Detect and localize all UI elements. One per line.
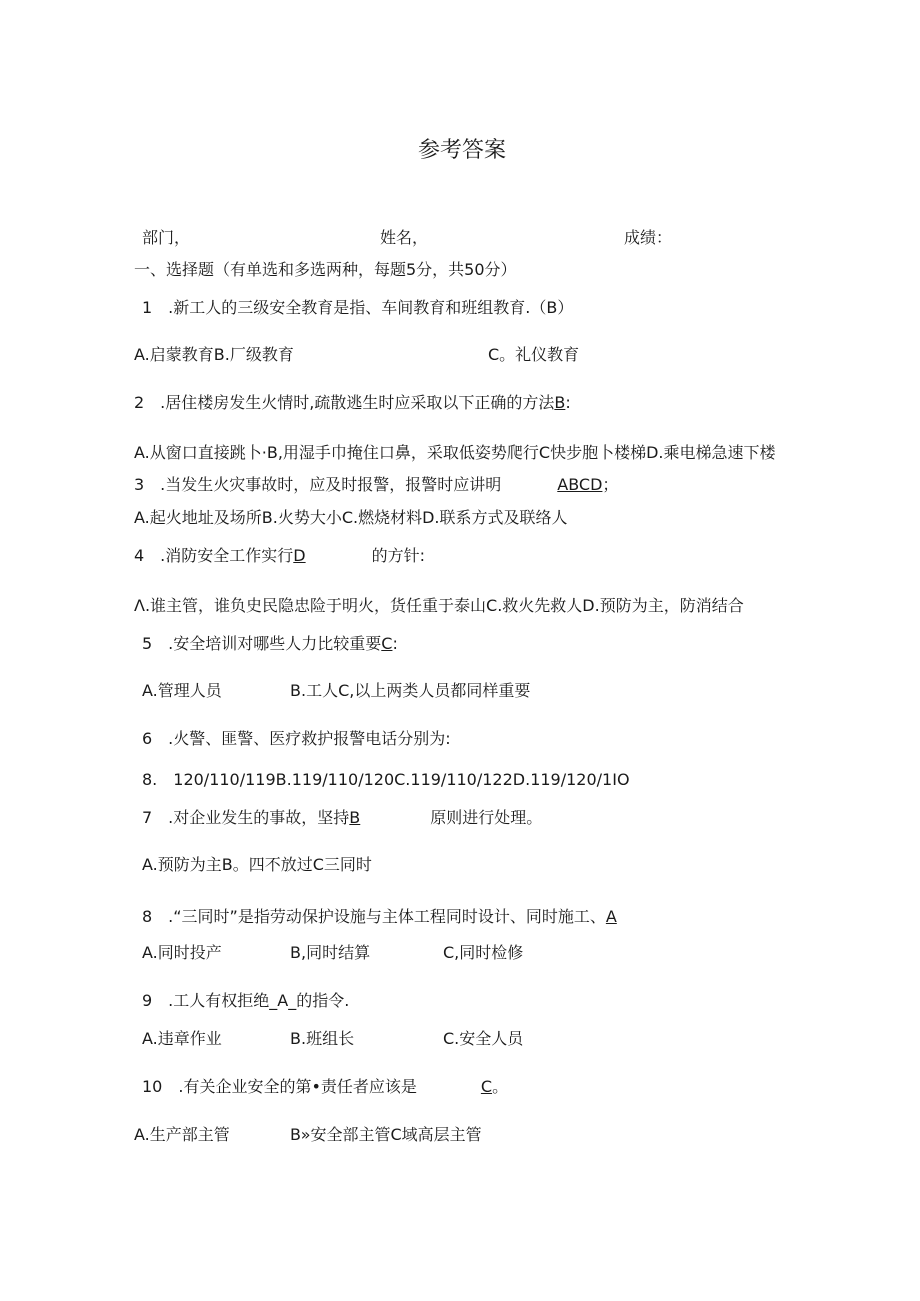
q10-options-bc: B»安全部主管C域高层主管 [290, 1125, 482, 1144]
question-8 [142, 907, 617, 927]
q9-option-c: C.安全人员 [443, 1029, 524, 1048]
question-3-suffix: ； [602, 475, 619, 494]
question-4-text: 4 .消防安全工作实行 [134, 546, 294, 565]
question-3 [134, 475, 618, 495]
question-9: 9 .工人有权拒绝_A_的指令. [142, 991, 350, 1010]
section-heading: 一、选择题（有单选和多选两种，每题5分，共50分） [134, 260, 517, 279]
q7-options: A.预防为主B。四不放过C三同时 [142, 855, 372, 874]
q4-options: Λ.谁主管，谁负史民隐忠险于明火，货任重于泰山C.救火先救人D.预防为主，防消结合 [134, 596, 744, 615]
question-5-suffix: : [392, 634, 398, 653]
question-4-answer: D [293, 546, 306, 565]
question-2-suffix: : [565, 393, 571, 412]
q1-option-c: C。礼仪教育 [488, 345, 580, 364]
question-7-text: 7 .对企业发生的事故，坚持 [142, 808, 350, 827]
question-10 [142, 1077, 508, 1097]
question-5 [142, 634, 398, 654]
q9-option-a: A.违章作业 [142, 1029, 222, 1048]
question-2 [134, 393, 571, 413]
question-7-answer: B [349, 808, 361, 827]
question-4-suffix: 的方针: [371, 546, 426, 565]
question-5-text: 5 .安全培训对哪些人力比较重要 [142, 634, 382, 653]
q2-options: A.从窗口直接跳卜·B,用湿手巾掩住口鼻，采取低姿势爬行C快步胞卜楼梯D.乘电梯急速下楼 [134, 443, 776, 462]
question-3-answer: ABCD [557, 475, 603, 494]
name-label: 姓名， [380, 228, 429, 247]
question-6: 6 .火警、匪警、医疗救护报警电话分别为: [142, 729, 451, 748]
question-5-answer: C [381, 634, 393, 653]
q6-options: 8. 120/110/119B.119/110/120C.119/110/122D.119/120/1IO [142, 770, 630, 789]
question-4 [134, 546, 425, 566]
page-title: 参考答案 [418, 138, 507, 163]
q10-option-a: A.生产部主管 [134, 1125, 230, 1144]
q1-options-ab: A.启蒙教育B.厂级教育 [134, 345, 294, 364]
question-10-suffix: 。 [492, 1077, 509, 1096]
q8-option-a: A.同时投产 [142, 943, 222, 962]
q5-options-bc: B.工人C,以上两类人员都同样重要 [290, 681, 531, 700]
question-7 [142, 808, 542, 828]
question-7-suffix: 原则进行处理。 [430, 808, 543, 827]
question-8-answer: A [605, 907, 617, 926]
question-2-text: 2 .居住楼房发生火情时,疏散逃生时应采取以下正确的方法 [134, 393, 555, 412]
q8-option-b: B,同时结算 [290, 943, 371, 962]
question-2-answer: B [554, 393, 566, 412]
question-10-answer: C [480, 1077, 493, 1096]
q9-option-b: B.班组长 [290, 1029, 355, 1048]
score-label: 成绩： [624, 228, 673, 247]
dept-label: 部门， [142, 228, 191, 247]
q3-options: A.起火地址及场所B.火势大小C.燃烧材料D.联系方式及联络人 [134, 508, 568, 527]
question-3-text: 3 .当发生火灾事故时，应及时报警，报警时应讲明 [134, 475, 502, 494]
question-8-text: 8 .“三同时”是指劳动保护设施与主体工程同时设计、同时施工、 [142, 907, 606, 926]
question-10-text: 10 .有关企业安全的第•责任者应该是 [142, 1077, 417, 1096]
q5-option-a: A.管理人员 [142, 681, 222, 700]
question-1: 1 .新工人的三级安全教育是指、车间教育和班组教育.（B） [142, 298, 574, 317]
q8-option-c: C,同时检修 [443, 943, 524, 962]
